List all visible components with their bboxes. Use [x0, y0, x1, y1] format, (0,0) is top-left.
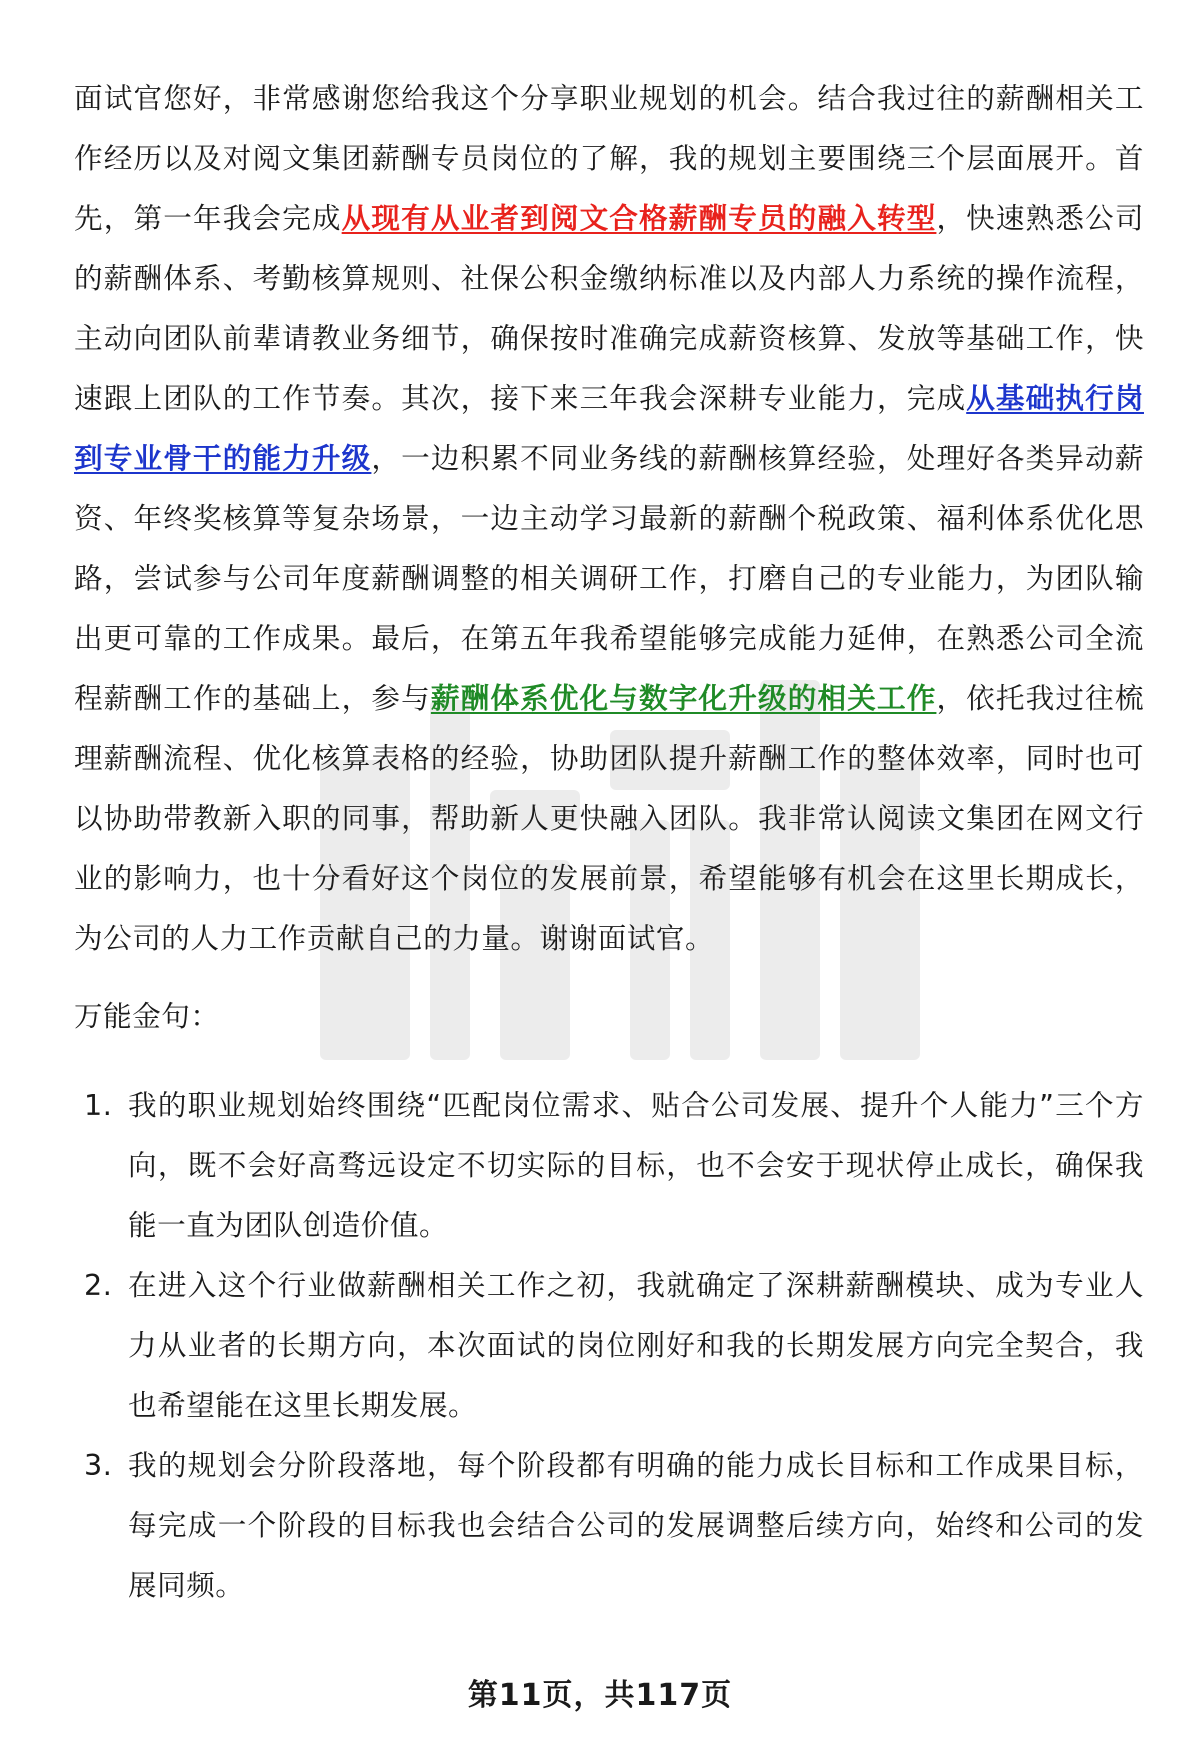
list-item [74, 1255, 1144, 1435]
highlight-first-year: 从现有从业者到阅文合格薪酬专员的融入转型 [341, 201, 937, 235]
golden-sentences-list [74, 1075, 1144, 1615]
list-item-text: 我的职业规划始终围绕“匹配岗位需求、贴合公司发展、提升个人能力”三个方向，既不会好高骛远设定不切实际的目标，也不会安于现状停止成长，确保我能一直为团队创造价值。 [128, 1088, 1144, 1242]
highlight-fifth-year: 薪酬体系优化与数字化升级的相关工作 [430, 681, 937, 715]
paragraph-text: ，依托我过往梳理薪酬流程、优化核算表格的经验，协助团队提升薪酬工作的整体效率，同时也可以协助带教新入职的同事，帮助新人更快融入团队。我非常认阅读文集团在网文行业的影响力，也十分看好这个岗位的发展前景，希望能够有机会在这里长期成长，为公司的人力工作贡献自己的力量。谢谢面试官。 [74, 681, 1144, 955]
list-item-text: 在进入这个行业做薪酬相关工作之初，我就确定了深耕薪酬模块、成为专业人力从业者的长期方向，本次面试的岗位刚好和我的长期发展方向完全契合，我也希望能在这里长期发展。 [128, 1268, 1144, 1422]
paragraph-text: 面试官您好，非常感谢您给我这个分享职业规划的机会。结合我过往的薪酬相关工作经历以及对阅文集团薪酬专员岗位的了解，我的规划主要围绕三个层面展开。首先，第一年我会完成 [74, 81, 1144, 235]
main-paragraph [74, 68, 1144, 968]
list-number: 2. [84, 1268, 113, 1302]
list-item [74, 1435, 1144, 1615]
highlight-three-years: 从基础执行岗到专业骨干的能力升级 [74, 381, 1144, 475]
paragraph-text: ，快速熟悉公司的薪酬体系、考勤核算规则、社保公积金缴纳标准以及内部人力系统的操作流程，主动向团队前辈请教业务细节，确保按时准确完成薪资核算、发放等基础工作，快速跟上团队的工作节奏。其次，接下来三年我会深耕专业能力，完成 [74, 201, 1144, 415]
list-number: 1. [84, 1088, 113, 1122]
list-item-text: 我的规划会分阶段落地，每个阶段都有明确的能力成长目标和工作成果目标，每完成一个阶段的目标我也会结合公司的发展调整后续方向，始终和公司的发展同频。 [128, 1448, 1144, 1602]
page-number: 第11页，共117页 [467, 1678, 733, 1713]
list-item [74, 1075, 1144, 1255]
list-number: 3. [84, 1448, 113, 1482]
paragraph-text: ，一边积累不同业务线的薪酬核算经验，处理好各类异动薪资、年终奖核算等复杂场景，一边主动学习最新的薪酬个税政策、福利体系优化思路，尝试参与公司年度薪酬调整的相关调研工作，打磨自己的专业能力，为团队输出更可靠的工作成果。最后，在第五年我希望能够完成能力延伸，在熟悉公司全流程薪酬工作的基础上，参与 [74, 441, 1144, 715]
section-label: 万能金句： [74, 999, 220, 1033]
